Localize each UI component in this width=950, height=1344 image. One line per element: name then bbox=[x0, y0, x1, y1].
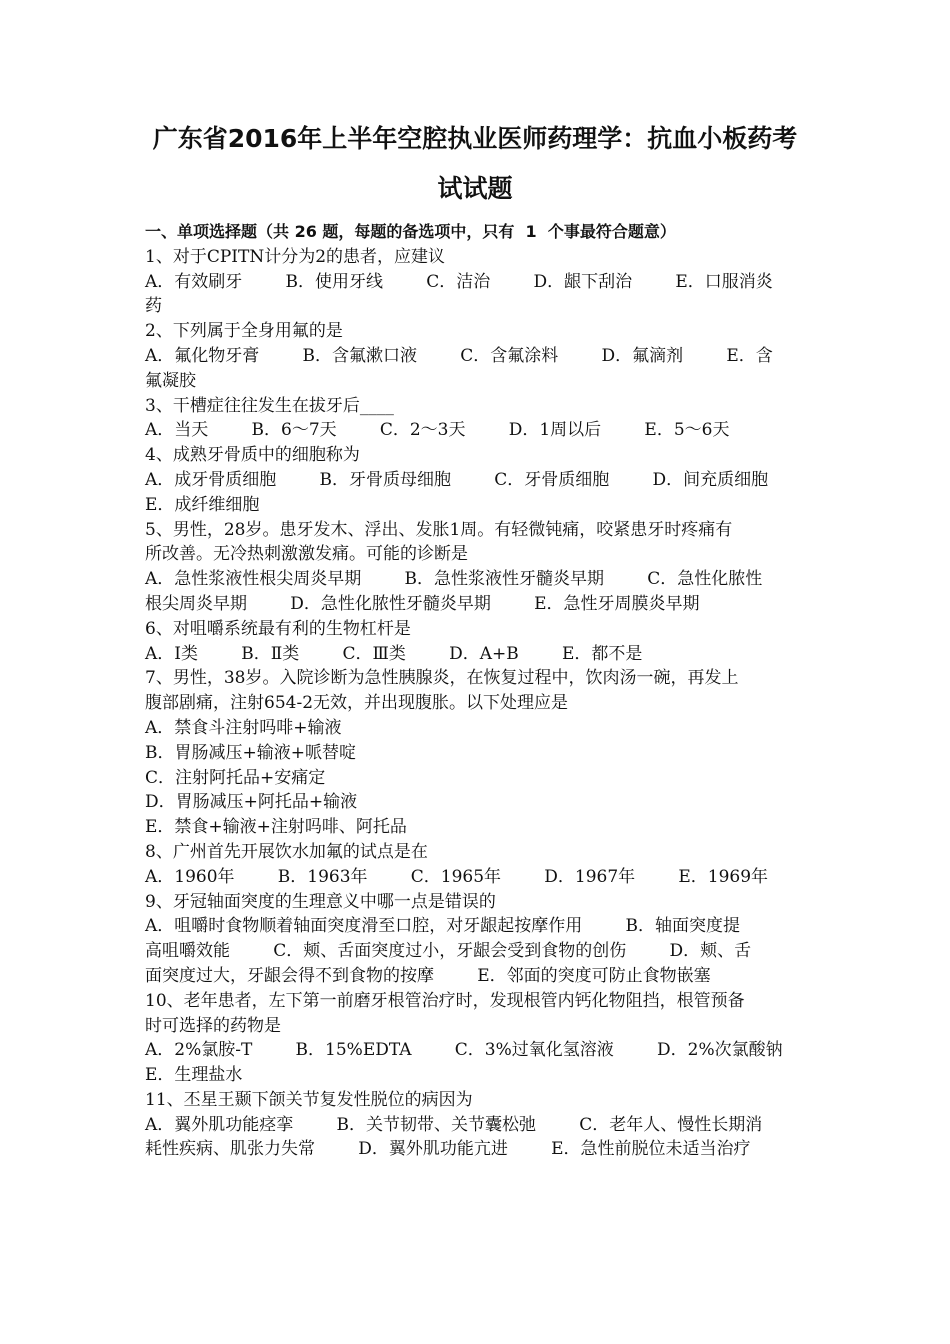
text-line: A．有效刷牙 B．使用牙线 C．洁治 D．龈下刮治 E．口服消炎 bbox=[145, 271, 773, 292]
text-line: A．禁食斗注射吗啡+输液 bbox=[145, 717, 342, 738]
text-line: A．Ⅰ类 B．Ⅱ类 C．Ⅲ类 D．A+B E．都不是 bbox=[145, 643, 643, 664]
text-line: 1、对于CPITN计分为2的患者，应建议 bbox=[145, 246, 446, 267]
text-line: 根尖周炎早期 D．急性化脓性牙髓炎早期 E．急性牙周膜炎早期 bbox=[145, 593, 700, 614]
text-line: 面突度过大，牙龈会得不到食物的按摩 E．邻面的突度可防止食物嵌塞 bbox=[145, 965, 711, 986]
text-line: 6、对咀嚼系统最有利的生物杠杆是 bbox=[145, 618, 411, 639]
text-line: 氟凝胶 bbox=[145, 370, 196, 391]
text-line: A．氟化物牙膏 B．含氟漱口液 C．含氟涂料 D．氟滴剂 E．含 bbox=[145, 345, 773, 366]
text-line: D．胃肠减压+阿托品+输液 bbox=[145, 792, 358, 813]
text-line: 8、广州首先开展饮水加氟的试点是在 bbox=[145, 841, 428, 862]
text-line: 4、成熟牙骨质中的细胞称为 bbox=[145, 445, 360, 466]
text-line: 所改善。无冷热刺激激发痛。可能的诊断是 bbox=[145, 544, 468, 565]
text-line: 5、男性，28岁。患牙发木、浮出、发胀1周。有轻微钝痛，咬紧患牙时疼痛有 bbox=[145, 519, 733, 540]
text-line: A．2%氯胺-T B．15%EDTA C．3%过氧化氢溶液 D．2%次氯酸钠 bbox=[145, 1040, 783, 1061]
text-line: A．1960年 B．1963年 C．1965年 D．1967年 E．1969年 bbox=[145, 866, 769, 887]
text-line: 10、老年患者，左下第一前磨牙根管治疗时，发现根管内钙化物阻挡，根管预备 bbox=[145, 990, 745, 1011]
text-line: A．翼外肌功能痉挛 B．关节韧带、关节囊松弛 C．老年人、慢性长期消 bbox=[145, 1114, 763, 1135]
document-title bbox=[118, 114, 832, 214]
text-line: E．禁食+输液+注射吗啡、阿托品 bbox=[145, 817, 407, 838]
title-line-2: 试试题 bbox=[437, 174, 513, 203]
section-header: 一、单项选择题（共 26 题，每题的备选项中，只有 1 个事最符合题意） bbox=[145, 222, 676, 241]
title-line-1: 广东省2016年上半年空腔执业医师药理学：抗血小板药考 bbox=[152, 124, 798, 153]
text-line: 9、牙冠轴面突度的生理意义中哪一点是错误的 bbox=[145, 891, 496, 912]
text-line: A．当天 B．6～7天 C．2～3天 D．1周以后 E．5～6天 bbox=[145, 420, 730, 441]
text-line: A．咀嚼时食物顺着轴面突度滑至口腔，对牙龈起按摩作用 B．轴面突度提 bbox=[145, 916, 740, 937]
text-line: E．生理盐水 bbox=[145, 1065, 243, 1086]
text-line: 时可选择的药物是 bbox=[145, 1015, 281, 1036]
text-line: 11、丕星王颞下颌关节复发性脱位的病因为 bbox=[145, 1089, 473, 1110]
text-line: E．成纤维细胞 bbox=[145, 494, 260, 515]
text-line: 耗性疾病、肌张力失常 D．翼外肌功能亢进 E．急性前脱位未适当治疗 bbox=[145, 1139, 751, 1160]
text-line: 药 bbox=[145, 296, 162, 317]
question-list bbox=[145, 245, 810, 1162]
text-line: 腹部剧痛，注射654-2无效，并出现腹胀。以下处理应是 bbox=[145, 693, 569, 714]
text-line: 3、干槽症往往发生在拔牙后____ bbox=[145, 395, 394, 416]
text-line: A．成牙骨质细胞 B．牙骨质母细胞 C．牙骨质细胞 D．间充质细胞 bbox=[145, 469, 769, 490]
text-line: A．急性浆液性根尖周炎早期 B．急性浆液性牙髓炎早期 C．急性化脓性 bbox=[145, 569, 763, 590]
text-line: B．胃肠减压+输液+哌替啶 bbox=[145, 742, 356, 763]
text-line: C．注射阿托品+安痛定 bbox=[145, 767, 326, 788]
text-line: 2、下列属于全身用氟的是 bbox=[145, 321, 343, 342]
text-line: 7、男性，38岁。入院诊断为急性胰腺炎，在恢复过程中，饮肉汤一碗，再发上 bbox=[145, 668, 739, 689]
text-line: 高咀嚼效能 C．颊、舌面突度过小，牙龈会受到食物的创伤 D．颊、舌 bbox=[145, 941, 752, 962]
document-body bbox=[145, 220, 810, 1162]
